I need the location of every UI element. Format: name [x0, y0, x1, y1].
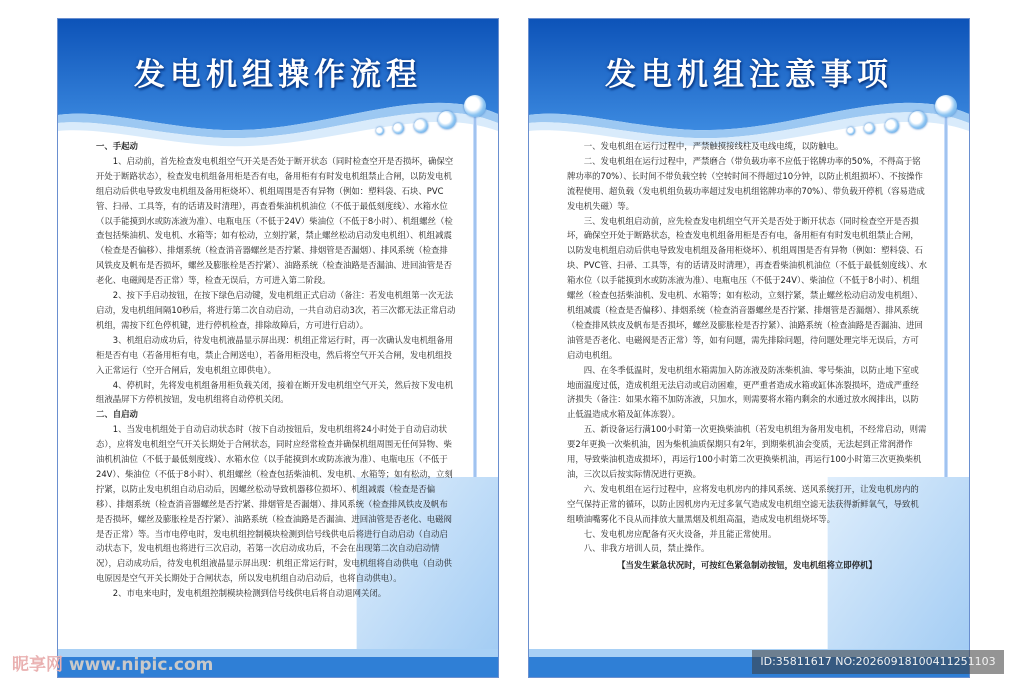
paragraph: 2、按下手启动按钮，在按下绿色启动键，发电机组正式启动（备注：若发电机组第一次无法启动，发电机组间隔10秒后，将进行第二次自动启动，一共自动启动3次，若三次都无法正常启动机组，需按下红色停机键，进行停机检查，排除故障后，方可进行启动）。	[96, 290, 456, 330]
poster-precautions	[528, 18, 970, 678]
watermark-url: www.nipic.com	[68, 655, 214, 675]
poster-operation-flow	[57, 18, 499, 678]
paragraph: 五、新设备运行满100小时第一次更换柴油机（若发电机组为备用发电机，不经常启动，则需要2年更换一次柴机油，因为柴机油质保期只有2年，到期柴机油会变质，无法起到正常润滑作用，导致柴油机造成损坏），再运行100小时第二次更换柴机油，再运行100小时第三次更换柴机油，三次以后按实际情况进行更换。	[567, 424, 927, 479]
paragraph: 3、机组启动成功后，待发电机液晶显示屏出现：机组正常运行时，再一次确认发电机组备用柜是否有电（若备用柜有电，禁止合闸送电），若备用柜没电，然后将空气开关合闸，发电机组投入正常运行（空开合闸后，发电机组立即供电）。	[96, 334, 454, 375]
operation-text	[96, 139, 456, 601]
paragraph: 七、发电机房应配备有灭火设备，并且能正常使用。	[583, 528, 777, 539]
paragraph: 4、停机时，先将发电机组备用柜负载关闭，接着在断开发电机组空气开关，然后按下发电机组液晶屏下方停机按钮，发电机组将自动停机关闭。	[96, 379, 454, 405]
watermark-logo: 昵享网	[12, 655, 63, 675]
paragraph: 三、发电机组启动前，应先检查发电机组空气开关是否处于断开状态（同时检查空开是否损坏，确保空开处于断路状态，检查发电机组备用柜是否有电，备用柜有有时发电机组禁止合闸，以防发电机组启动后供电导致发电机组及备用柜烧坏）、机组周围是否有异物（例如：塑料袋、石块、PVC管、扫帚、工具等，有的话请及时清理），再查看柴油机机油位（不低于最低刻度线）、水箱水位（以手能摸到水或防冻液为准）、电瓶电压（不低于24V）、柴油位（不低于8小时）、机组螺丝（检查包括柴油机、发电机、水箱等；如有松动，立刻拧紧，禁止螺丝松动启动发电机组）、机组减震（检查是否偏移）、排烟系统（检查消音器螺丝是否拧紧、排烟管是否漏烟）、排风系统（检查排风铁皮及帆布是否损坏，螺丝及膨胀栓是否拧紧）、油路系统（检查油路是否漏油、进回油管是否老化、电磁阀是否正常）等，如有问题，需先排除问题，待问题处理完毕无误后，方可启动电机组。	[567, 215, 927, 360]
paragraph: 四、在冬季低温时，发电机组水箱需加入防冻液及防冻柴机油、零号柴油，以防止地下室或地面温度过低，造成机组无法启动或启动困难，更严重者造成水箱或缸体冻裂损坏，造成严重经济损失（备注：如果水箱不加防冻液，只加水，则需要将水箱内剩余的水通过放水阀排出，以防止低温造成水箱及缸体冻裂）。	[567, 364, 919, 420]
watermark-id: ID:35811617 NO:20260918100411251103	[752, 650, 1004, 674]
paragraph: 二、发电机组在运行过程中，严禁磨合（带负载功率不应低于铭牌功率的50%，不得高于铭牌功率的70%）、长时间不带负载空转（空转时间不得超过10分钟，以防止机组损坏）、不按操作流程使用、超负载（发电机组负载功率超过发电机组铭牌功率的70%）、带负载开停机（容易造成发电机失磁）等。	[567, 155, 925, 211]
paragraph: 一、发电机组在运行过程中，严禁触摸接线柱及电线电缆，以防触电。	[583, 141, 844, 151]
emergency-notice: 【当发生紧急状况时，可按红色紧急制动按钮，发电机组将立即停机】	[617, 560, 877, 571]
poster-title: 发电机组操作流程	[134, 57, 422, 93]
poster-title: 发电机组注意事项	[605, 57, 893, 93]
paragraph: 2、市电来电时，发电机组控制模块检测到信号线供电后将自动退网关闭。	[112, 588, 387, 599]
paragraph-list	[96, 139, 456, 601]
section-heading: 二、自启动	[96, 409, 138, 420]
precautions-text	[567, 139, 927, 573]
section-heading: 一、手起动	[96, 141, 138, 151]
watermark-site	[12, 650, 213, 675]
paragraph: 1、当发电机组处于自动启动状态时（按下自动按钮后，发电机组将24小时处于自动启动状态），应将发电机组空气开关长期处于合闸状态，同时应经常检查并确保机组周围无任何异物、柴油机机油位（不低于最低刻度线）、水箱水位（以手能摸到水或防冻液为准）、电瓶电压（不低于24V）、柴油位（不低于8小时）、机组螺丝（检查包括柴油机、发电机、水箱等；如有松动，立刻拧紧，以防止发电机组自动启动后，因螺丝松动导致机器移位损坏）、机组减震（检查是否偏移）、排烟系统（检查消音器螺丝是否拧紧、排烟管是否漏烟）、排风系统（检查排风铁皮及帆布是否损坏，螺丝及膨胀栓是否拧紧）、油路系统（检查油路是否漏油、进回油管是否老化、电磁阀是否正常）等。当市电停电时，发电机组控制模块检测到信号线供电后将进行自动启动（自动启动状态下，发电机组也将进行三次启动，若第一次启动成功后，不会在出现第二次自动启动情况），启动成功后，待发电机组液晶显示屏出现：机组正常运行时，发电机组将自动供电（自动供电原因是空气开关长期处于合闸状态，所以发电机组自动启动后，也将自动供电）。	[96, 424, 453, 584]
paragraph: 八、非我方培训人员，禁止操作。	[583, 543, 710, 554]
paragraph: 1、启动前，首先检查发电机组空气开关是否处于断开状态（同时检查空开是否损坏，确保空开处于断路状态），检查发电机组备用柜是否有电，备用柜有有时发电机组禁止合闸，以防发电机组启动后供电导致发电机组及备用柜烧坏）、机组周围是否有异物（例如：塑料袋、石块、PVC管、扫帚、工具等，有的话请及时清理），再查看柴油机机油位（不低于最低刻度线）、水箱水位（以手能摸到水或防冻液为准）、电瓶电压（不低于24V）柴油位（不低于8小时）、机组螺丝（检查包括柴油机、发电机、水箱等；如有松动，立刻拧紧，禁止螺丝松动启动发电机组）、机组减震（检查是否偏移）、排烟系统（检查消音器螺丝是否拧紧、排烟管是否漏烟）、排风系统（检查排风铁皮及帆布是否损坏，螺丝及膨胀栓是否拧紧）、油路系统（检查油路是否漏油、进回油管是否老化、电磁阀是否正常）等，检查无误后，方可进入第二阶段。	[96, 155, 454, 286]
paragraph: 六、发电机组在运行过程中，应将发电机房内的排风系统、送风系统打开，让发电机房内的空气保持正常的循环，以防止因机房内无过多氧气造成发电机组空滤无法获得新鲜氧气，导致机组喷油嘴雾化不良从而排放大量黑烟及机组高温，造成发电机组烧坏等。	[567, 483, 919, 524]
paragraph-list	[567, 139, 927, 573]
